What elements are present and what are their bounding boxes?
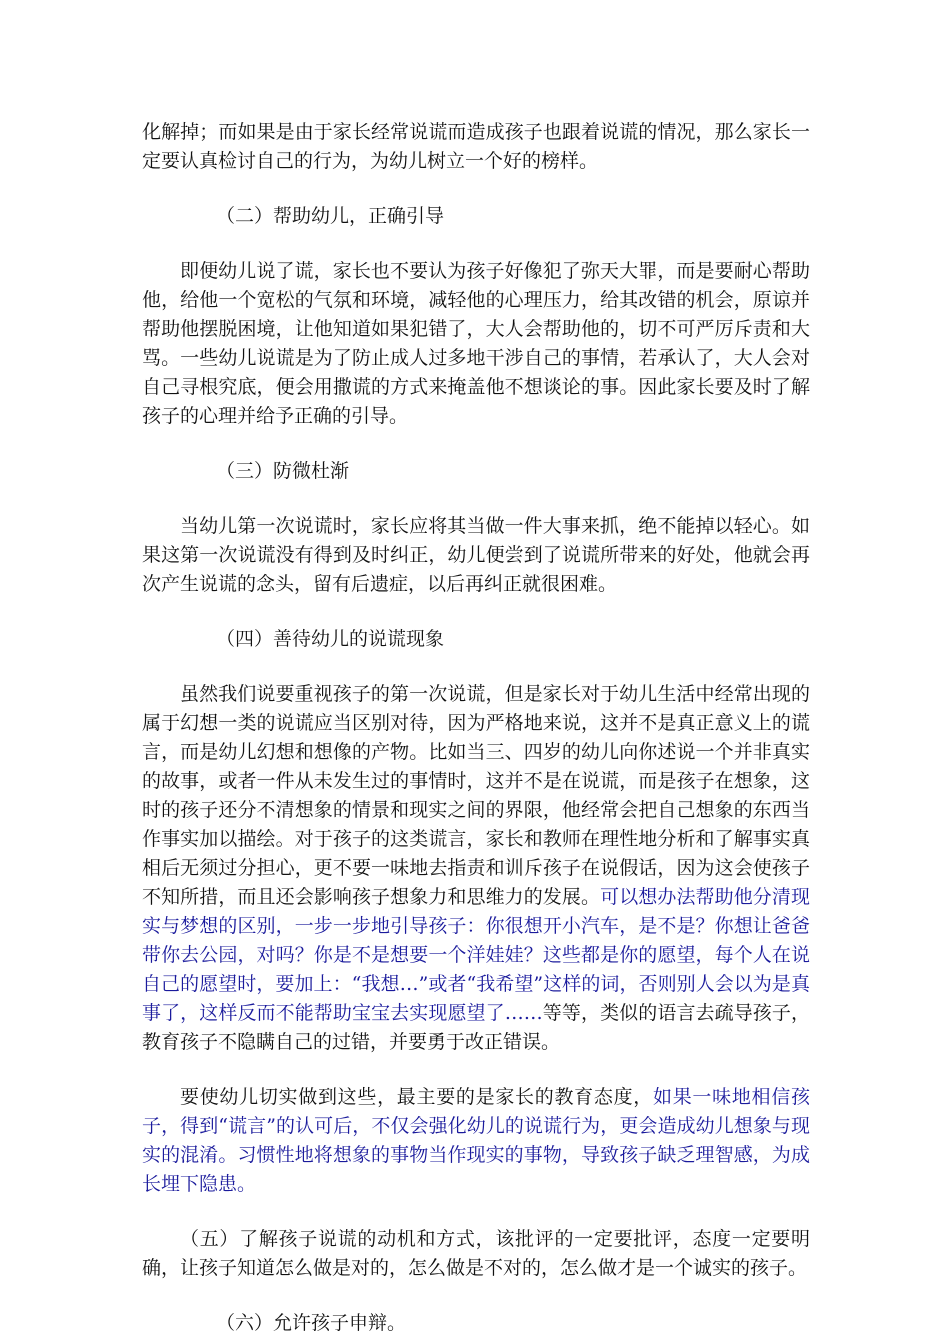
paragraph-treat-lying xyxy=(142,680,810,1057)
paragraph-continuation: 化解掉；而如果是由于家长经常说谎而造成孩子也跟着说谎的情况，那么家长一定要认真检讨自己的行为，为幼儿树立一个好的榜样。 xyxy=(142,121,810,172)
paragraph-text-plain: 虽然我们说要重视孩子的第一次说谎，但是家长对于幼儿生活中经常出现的属于幻想一类的说谎应当区别对待，因为严格地来说，这并不是真正意义上的谎言，而是幼儿幻想和想像的产物。比如当三、四岁的幼儿向你述说一个并非真实的故事，或者一件从未发生过的事情时，这并不是在说谎，而是孩子在想象，这时的孩子还分不清想象的情景和现实之间的界限，他经常会把自己想象的东西当作事实加以描绘。对于孩子的这类谎言，家长和教师在理性地分析和了解事实真相后无须过分担心，更不要一味地去指责和训斥孩子在说假话，因为这会使孩子不知所措，而且还会影响孩子想象力和思维力的发展。 xyxy=(142,683,810,908)
paragraph-text-highlight: 如果一味地相信孩子，得到“谎言”的认可后，不仅会强化幼儿的说谎行为，更会造成幼儿想象与现实的混淆。习惯性地将想象的事物当作现实的事物，导致孩子缺乏理智感，为成长埋下隐患。 xyxy=(142,1086,810,1195)
section-heading-4: （四）善待幼儿的说谎现象 xyxy=(216,628,445,650)
paragraph-motive: （五）了解孩子说谎的动机和方式，该批评的一定要批评，态度一定要明确，让孩子知道怎么做是对的，怎么做是不对的，怎么做才是一个诚实的孩子。 xyxy=(142,1228,810,1279)
paragraph-text-highlight: 可以想办法帮助他分清现实与梦想的区别，一步一步地引导孩子：你很想开小汽车，是不是？你想让爸爸带你去公园，对吗？你是不是想要一个洋娃娃？这些都是你的愿望，每个人在说自己的愿望时，要加上：“我想…”或者“我希望”这样的词，否则别人会以为是真事了，这样反而不能帮助宝宝去实现愿望了…… xyxy=(142,886,810,1024)
paragraph-help-child: 即便幼儿说了谎，家长也不要认为孩子好像犯了弥天大罪，而是要耐心帮助他，给他一个宽松的气氛和环境，减轻他的心理压力，给其改错的机会，原谅并帮助他摆脱困境，让他知道如果犯错了，大人会帮助他的，切不可严厉斥责和大骂。一些幼儿说谎是为了防止成人过多地干涉自己的事情，若承认了，大人会对自己寻根究底，便会用撒谎的方式来掩盖他不想谈论的事。因此家长要及时了解孩子的心理并给予正确的引导。 xyxy=(142,260,810,427)
paragraph-prevention: 当幼儿第一次说谎时，家长应将其当做一件大事来抓，绝不能掉以轻心。如果这第一次说谎没有得到及时纠正，幼儿便尝到了说谎所带来的好处，他就会再次产生说谎的念头，留有后遗症，以后再纠正就很困难。 xyxy=(142,515,810,595)
section-heading-6: （六）允许孩子申辩。 xyxy=(216,1312,407,1334)
section-heading-3: （三）防微杜渐 xyxy=(216,460,350,482)
section-heading-2: （二）帮助幼儿，正确引导 xyxy=(216,205,445,227)
paragraph-text-plain: 要使幼儿切实做到这些，最主要的是家长的教育态度， xyxy=(180,1086,654,1108)
paragraph-text-plain-end: 等等，类似的语言去疏导孩子，教育孩子不隐瞒自己的过错，并要勇于改正错误。 xyxy=(142,1002,810,1053)
paragraph-parent-attitude xyxy=(142,1083,810,1199)
